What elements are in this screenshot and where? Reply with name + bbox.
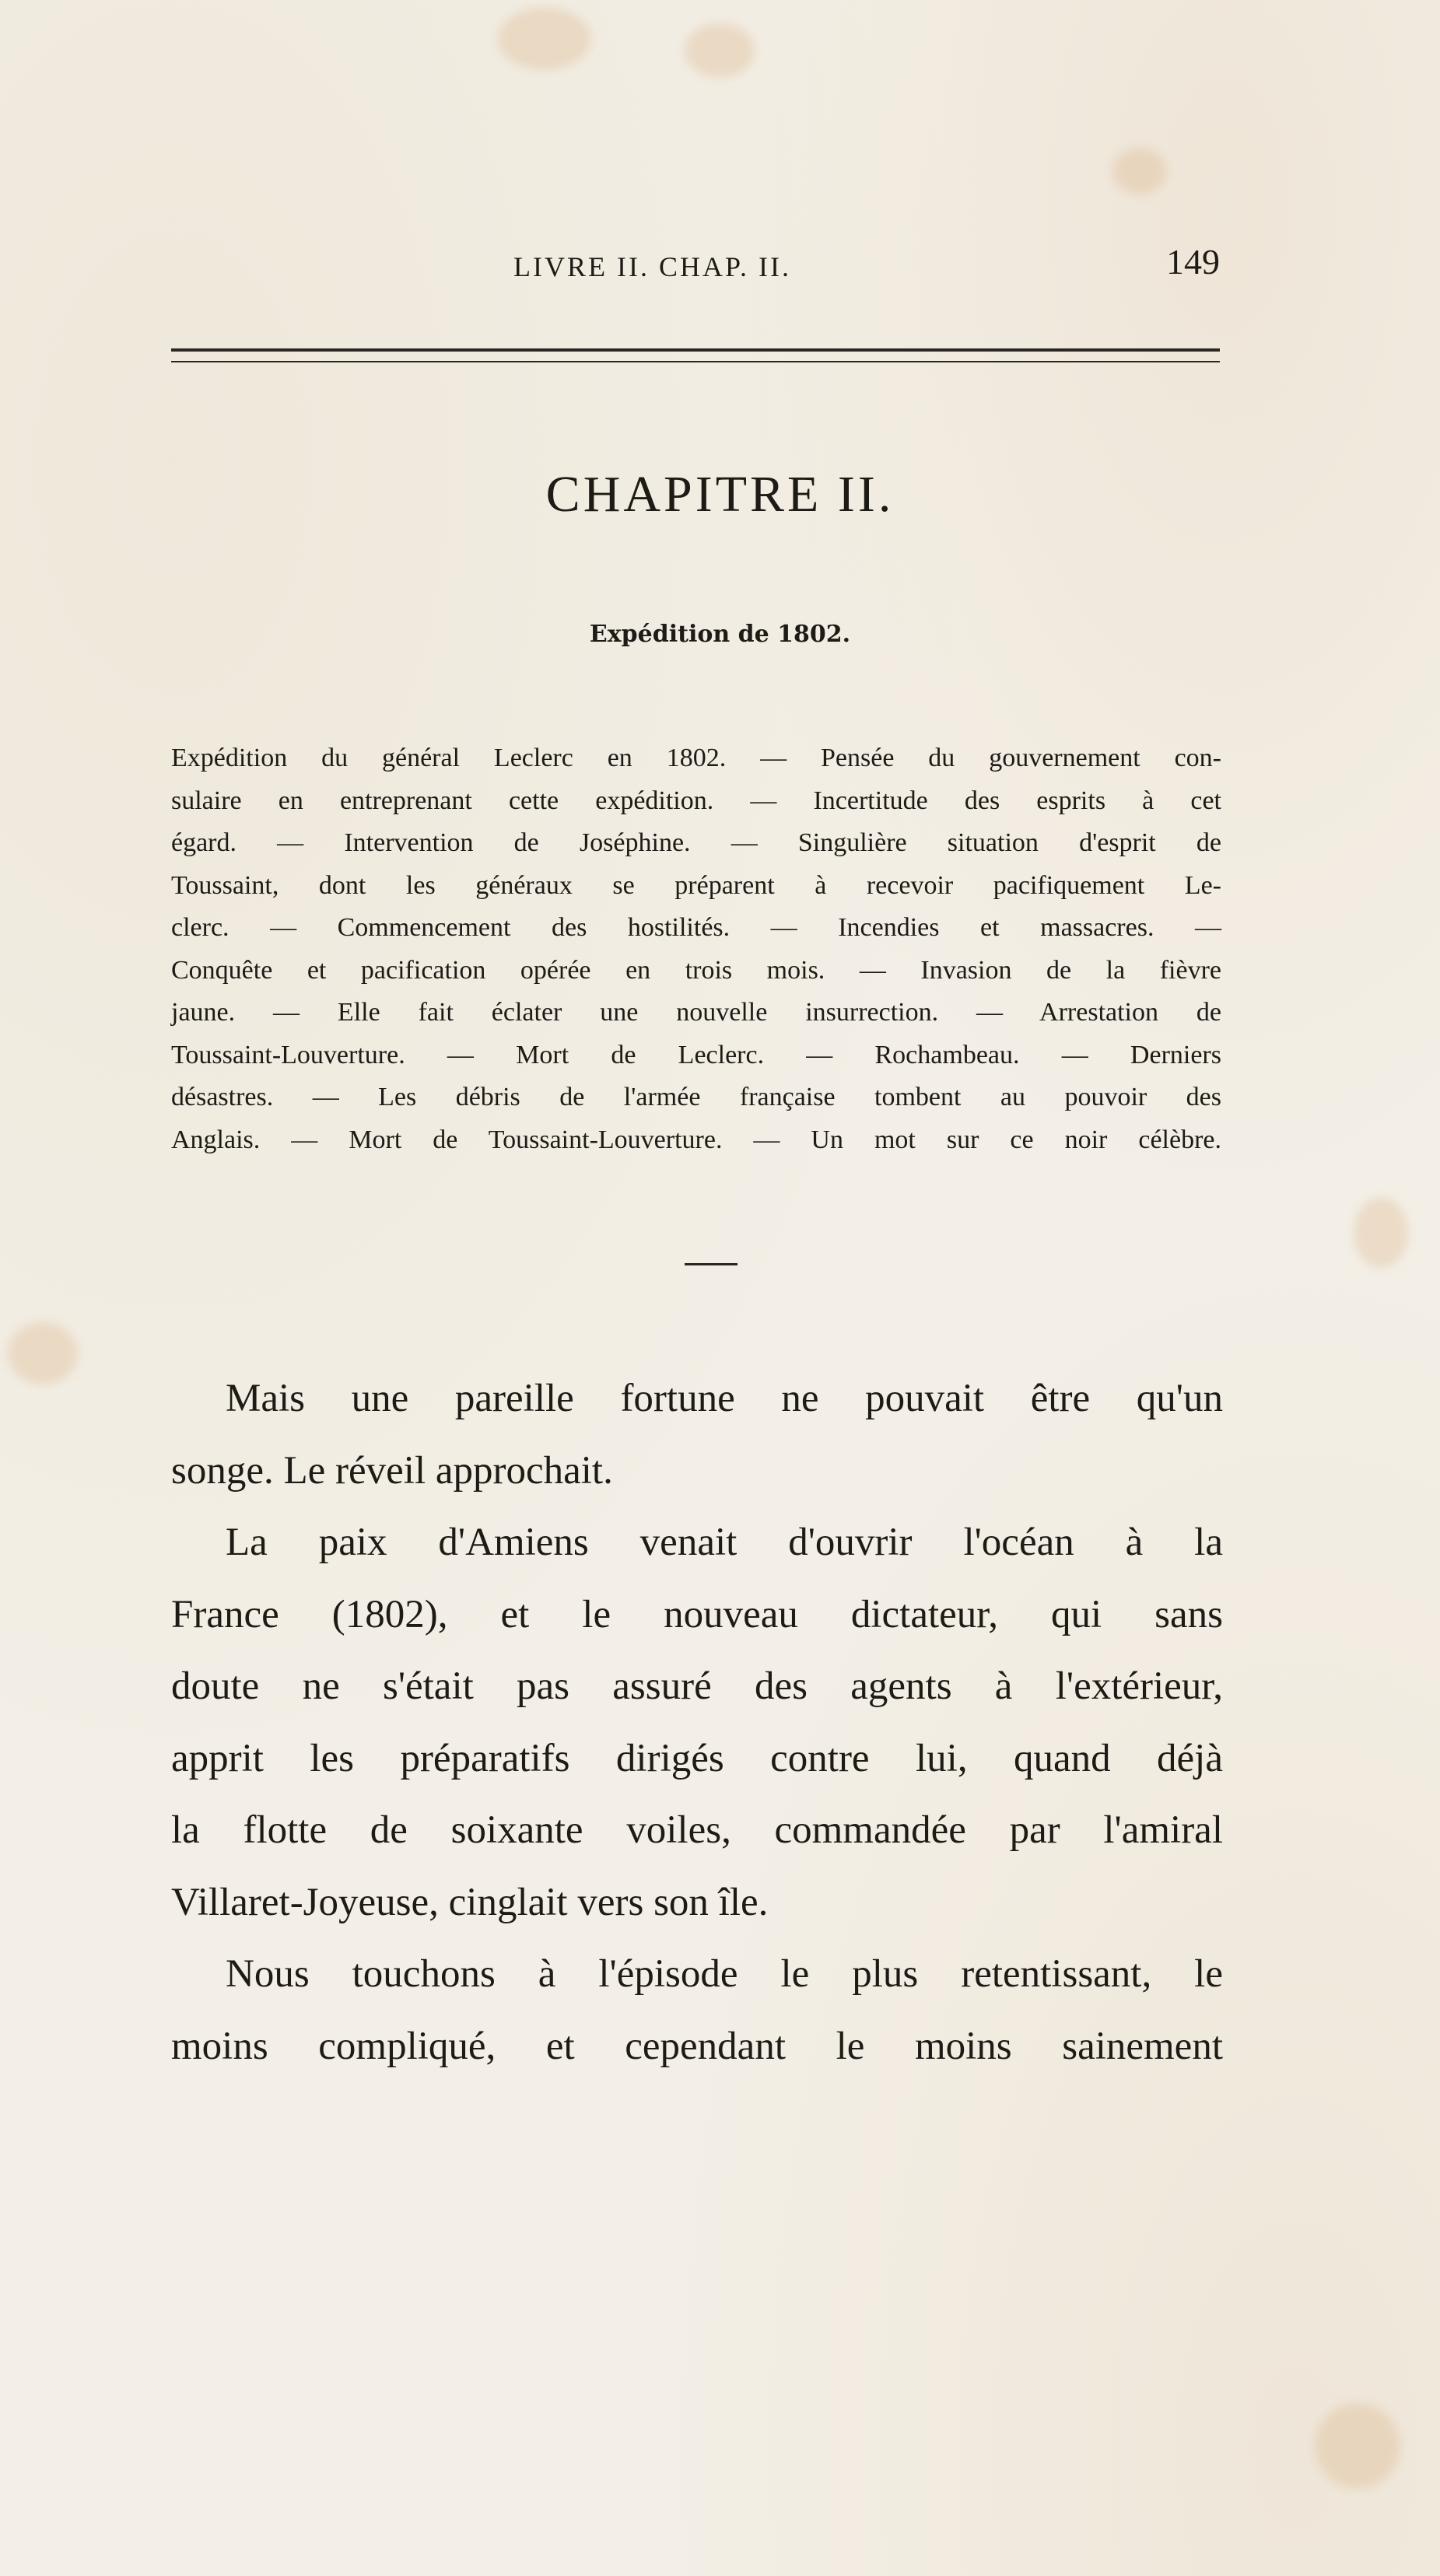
summary-line: Expédition du général Leclerc en 1802. — Pensée du gouvernement con-	[171, 744, 1221, 772]
header-rule	[171, 348, 1220, 362]
summary-line: clerc. — Commencement des hostilités. — Incendies et massacres. —	[171, 913, 1221, 942]
summary-line: sulaire en entreprenant cette expédition. — Incertitude des esprits à cet	[171, 786, 1221, 815]
running-head: LIVRE II. CHAP. II.	[513, 251, 791, 282]
page-number: 149	[1166, 242, 1220, 282]
summary-line: Conquête et pacification opérée en trois mois. — Invasion de la fièvre	[171, 955, 1221, 985]
summary-line: jaune. — Elle fait éclater une nouvelle insurrection. — Arrestation de	[171, 998, 1221, 1027]
paper-stain	[1112, 148, 1167, 194]
paper-stain	[498, 8, 591, 70]
body-line: Nous touchons à l'épisode le plus retentissant, le	[226, 1952, 1223, 1996]
summary-line: Anglais. — Mort de Toussaint-Louverture. — Un mot sur ce noir célèbre.	[171, 1125, 1221, 1154]
paper-stain	[685, 23, 755, 78]
paper-stain	[1315, 2403, 1400, 2489]
body-line: La paix d'Amiens venait d'ouvrir l'océan à la	[226, 1521, 1223, 1564]
summary-line: Toussaint, dont les généraux se préparent à recevoir pacifiquement Le-	[171, 870, 1221, 900]
body-line: songe. Le réveil approchait.	[171, 1448, 613, 1493]
summary-line: égard. — Intervention de Joséphine. — Singulière situation d'esprit de	[171, 828, 1221, 857]
body-line: la flotte de soixante voiles, commandée par l'amiral	[171, 1808, 1223, 1852]
body-text	[171, 1363, 1223, 2082]
body-line: France (1802), et le nouveau dictateur, qui sans	[171, 1592, 1223, 1636]
body-line: Mais une pareille fortune ne pouvait être qu'un	[226, 1377, 1223, 1420]
page-header	[171, 242, 1220, 294]
body-line: Villaret-Joyeuse, cinglait vers son île.	[171, 1880, 769, 1924]
body-line: apprit les préparatifs dirigés contre lui, quand déjà	[171, 1736, 1223, 1780]
summary-line: Toussaint-Louverture. — Mort de Leclerc. — Rochambeau. — Derniers	[171, 1040, 1221, 1069]
chapter-subtitle: Expédition de 1802.	[589, 621, 851, 648]
paper-stain	[1354, 1198, 1408, 1268]
section-divider	[685, 1263, 738, 1265]
chapter-title: CHAPITRE II.	[545, 466, 895, 523]
summary-line: désastres. — Les débris de l'armée française tombent au pouvoir des	[171, 1083, 1221, 1111]
body-line: moins compliqué, et cependant le moins sainement	[171, 2024, 1223, 2068]
body-line: doute ne s'était pas assuré des agents à l'extérieur,	[171, 1664, 1223, 1708]
paper-stain	[8, 1322, 78, 1384]
chapter-summary	[171, 737, 1221, 1161]
